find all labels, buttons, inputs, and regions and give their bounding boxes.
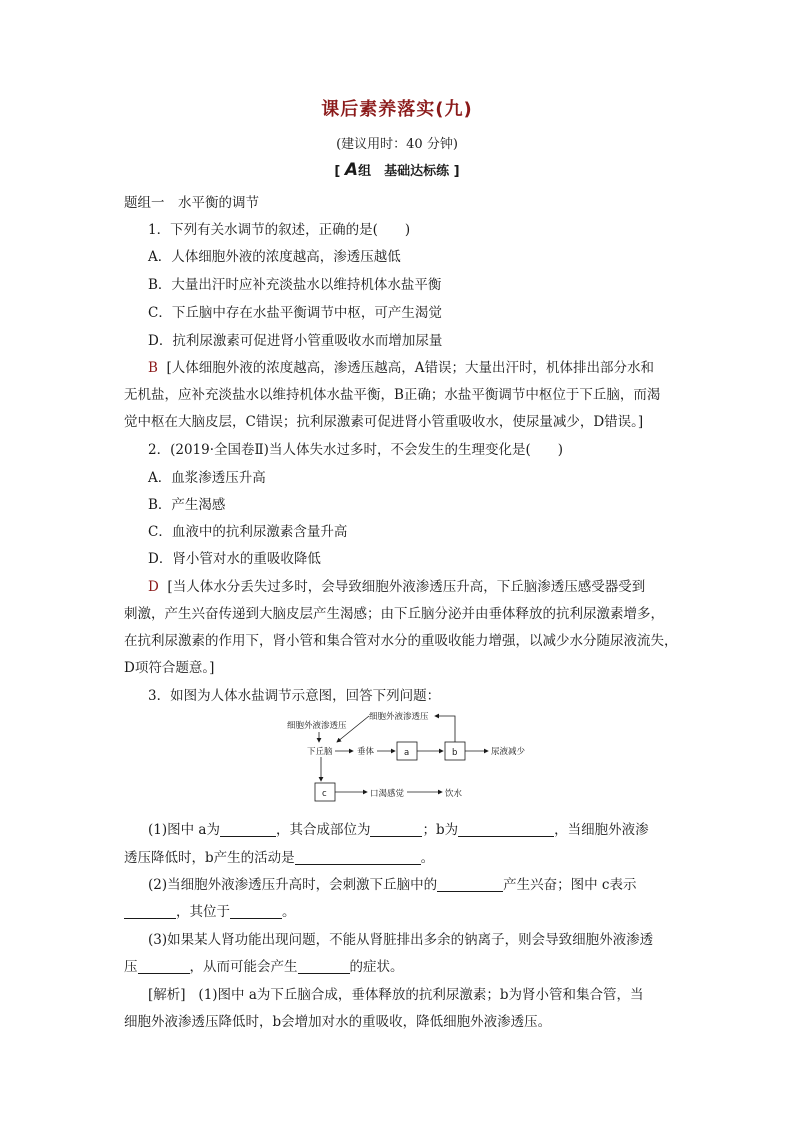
q2-explain-line-4: D项符合题意。]: [124, 660, 215, 676]
q3-part2-line-1: (2)当细胞外液渗透压升高时，会刺激下丘脑中的 产生兴奋；图中 c表示: [148, 877, 637, 893]
q3-part3-line-2: 压 ，从而可能会产生 的症状。: [124, 959, 404, 975]
q2-option-d: D．肾小管对水的重吸收降低: [148, 551, 321, 567]
q3-analysis-line-1: [解析] (1)图中 a为下丘脑合成，垂体释放的抗利尿激素；b为肾小管和集合管，当: [148, 987, 644, 1003]
blank-4[interactable]: [295, 850, 421, 865]
water-salt-regulation-diagram: [285, 706, 525, 806]
group-letter: A: [344, 160, 359, 180]
blank-8[interactable]: [138, 959, 190, 974]
q2-option-a: A．血浆渗透压升高: [148, 470, 266, 486]
q3-part1-line-2: 透压降低时，b产生的活动是 。: [124, 850, 435, 866]
q1-explain-line-1: B [人体细胞外液的浓度越高，渗透压越高，A错误；大量出汗时，机体排出部分水和: [148, 360, 655, 376]
label-a: a: [404, 748, 410, 758]
label-thirst: 口渴感觉: [370, 789, 405, 799]
q1-explain-line-3: 觉中枢在大脑皮层，C错误；抗利尿激素可促进肾小管重吸收水，使尿量减少，D错误。]: [124, 414, 644, 430]
suggested-time: (建议用时：40 分钟): [336, 137, 458, 152]
q2-option-c: C．血液中的抗利尿激素含量升高: [148, 524, 348, 540]
q2-option-b: B．产生渴感: [148, 497, 226, 513]
q1-answer: B: [148, 360, 158, 376]
q2-explain-line-1: D [当人体水分丢失过多时，会导致细胞外液渗透压升高，下丘脑渗透压感受器受到: [148, 579, 646, 595]
label-cell-osm-left: 细胞外液渗透压: [287, 721, 347, 731]
label-b: b: [452, 748, 458, 758]
q3-part1-line-1: (1)图中 a为 ，其合成部位为 ；b为 ，当细胞外液渗: [148, 822, 649, 838]
label-pituitary: 垂体: [357, 747, 375, 757]
arrow-b-feedback: [435, 716, 455, 742]
q2-explain-line-2: 刺激，产生兴奋传递到大脑皮层产生渴感；由下丘脑分泌并由垂体释放的抗利尿激素增多，: [124, 606, 664, 622]
q3-part3-line-1: (3)如果某人肾功能出现问题，不能从肾脏排出多余的钠离子，则会导致细胞外液渗透: [148, 932, 654, 948]
label-drink: 饮水: [445, 789, 463, 799]
section-title: 题组一 水平衡的调节: [124, 195, 259, 211]
q1-explain-line-2: 无机盐，应补充淡盐水以维持机体水盐平衡，B正确；水盐平衡调节中枢位于下丘脑，而渴: [124, 387, 661, 403]
analysis-tag: [解析]: [148, 987, 186, 1003]
q2-answer: D: [148, 579, 159, 595]
q1-option-b: B．大量出汗时应补充淡盐水以维持机体水盐平衡: [148, 277, 442, 293]
label-c: c: [322, 789, 327, 799]
blank-1[interactable]: [220, 822, 276, 837]
blank-9[interactable]: [298, 959, 350, 974]
q2-stem: 2．(2019·全国卷Ⅱ)当人体失水过多时，不会发生的生理变化是( ): [148, 442, 563, 458]
q3-stem: 3．如图为人体水盐调节示意图，回答下列问题：: [148, 688, 441, 704]
blank-5[interactable]: [437, 877, 503, 892]
blank-2[interactable]: [370, 822, 422, 837]
q2-explain-line-3: 在抗利尿激素的作用下，肾小管和集合管对水分的重吸收能力增强，以减少水分随尿液流失，: [124, 633, 678, 649]
bracket-open: [: [334, 164, 341, 179]
blank-7[interactable]: [230, 904, 282, 919]
q3-part2-line-2: ，其位于 。: [124, 900, 296, 920]
label-cell-osm-top: 细胞外液渗透压: [369, 712, 429, 722]
group-text: 组 基础达标练: [358, 164, 450, 179]
q1-option-c: C．下丘脑中存在水盐平衡调节中枢，可产生渴觉: [148, 305, 442, 321]
group-heading: [0, 160, 794, 180]
page-title: 课后素养落实(九): [321, 99, 473, 120]
label-urine-decrease: 尿液减少: [491, 747, 525, 757]
label-hypothalamus: 下丘脑: [307, 747, 333, 757]
blank-6[interactable]: [124, 904, 176, 919]
q1-stem: 1．下列有关水调节的叙述，正确的是( ): [148, 222, 411, 238]
q3-analysis-line-2: 细胞外液渗透压降低时，b会增加对水的重吸收，降低细胞外液渗透压。: [124, 1014, 552, 1030]
q1-option-d: D．抗利尿激素可促进肾小管重吸收水而增加尿量: [148, 333, 443, 349]
blank-3[interactable]: [458, 822, 554, 837]
q1-option-a: A．人体细胞外液的浓度越高，渗透压越低: [148, 249, 401, 265]
bracket-close: ]: [453, 164, 460, 179]
